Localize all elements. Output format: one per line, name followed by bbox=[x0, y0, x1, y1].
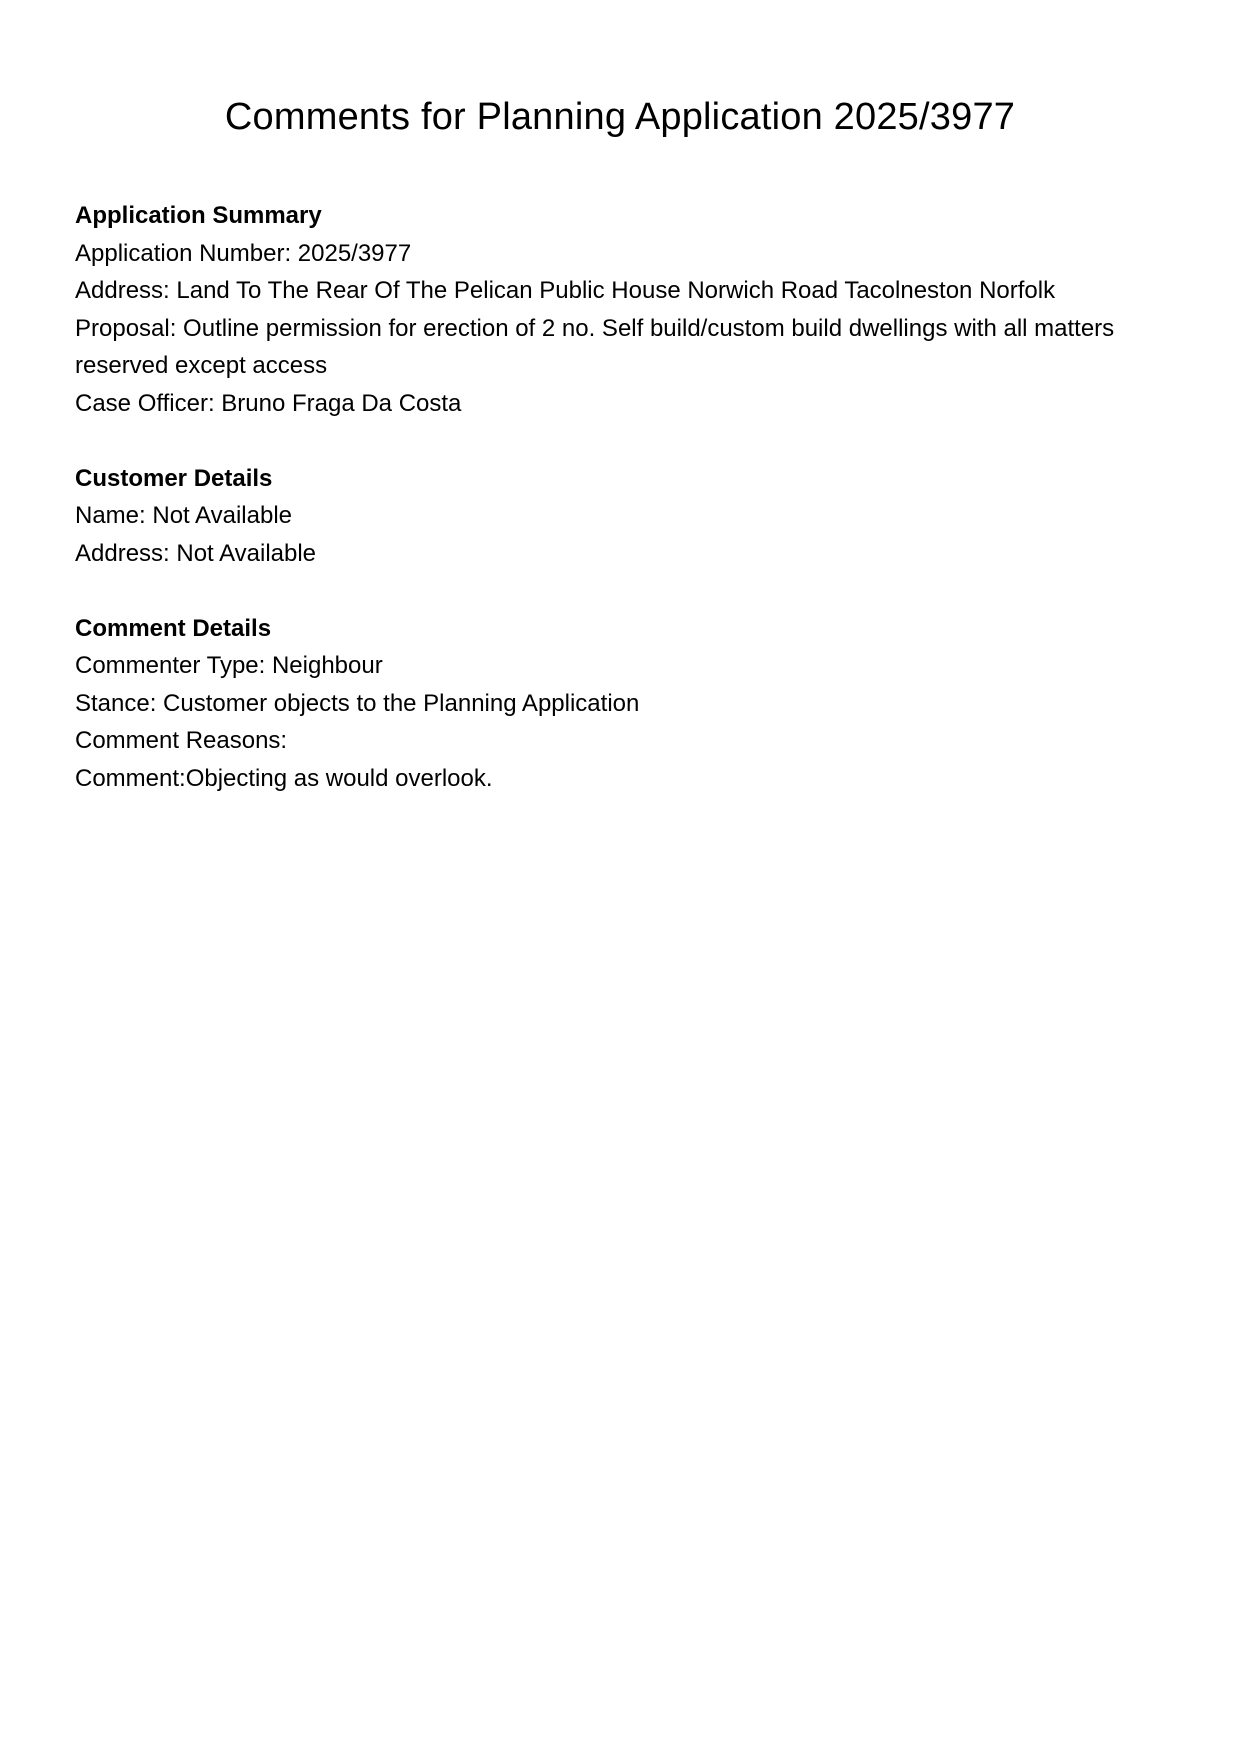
application-address: Address: Land To The Rear Of The Pelican Public House Norwich Road Tacolneston Norfolk bbox=[75, 277, 1056, 304]
customer-details-section bbox=[75, 460, 1175, 573]
document-body bbox=[75, 197, 1175, 835]
comment-stance: Stance: Customer objects to the Planning Application bbox=[75, 689, 640, 717]
case-officer: Case Officer: Bruno Fraga Da Costa bbox=[75, 389, 462, 417]
customer-name: Name: Not Available bbox=[75, 502, 293, 529]
comment-text: Comment:Objecting as would overlook. bbox=[75, 764, 493, 792]
application-summary-heading: Application Summary bbox=[75, 202, 322, 229]
page-title: Comments for Planning Application 2025/3977 bbox=[224, 96, 1016, 138]
comment-details-section bbox=[75, 610, 1175, 798]
application-number: Application Number: 2025/3977 bbox=[75, 239, 412, 267]
comment-details-heading: Comment Details bbox=[75, 614, 272, 642]
application-summary-section bbox=[75, 197, 1175, 422]
commenter-type: Commenter Type: Neighbour bbox=[75, 652, 383, 679]
application-proposal: Proposal: Outline permission for erection of 2 no. Self build/custom build dwellings with all matters reserved except access bbox=[75, 314, 1115, 379]
customer-details-heading: Customer Details bbox=[75, 464, 273, 492]
comment-reasons: Comment Reasons: bbox=[75, 727, 288, 754]
customer-address: Address: Not Available bbox=[75, 539, 317, 567]
